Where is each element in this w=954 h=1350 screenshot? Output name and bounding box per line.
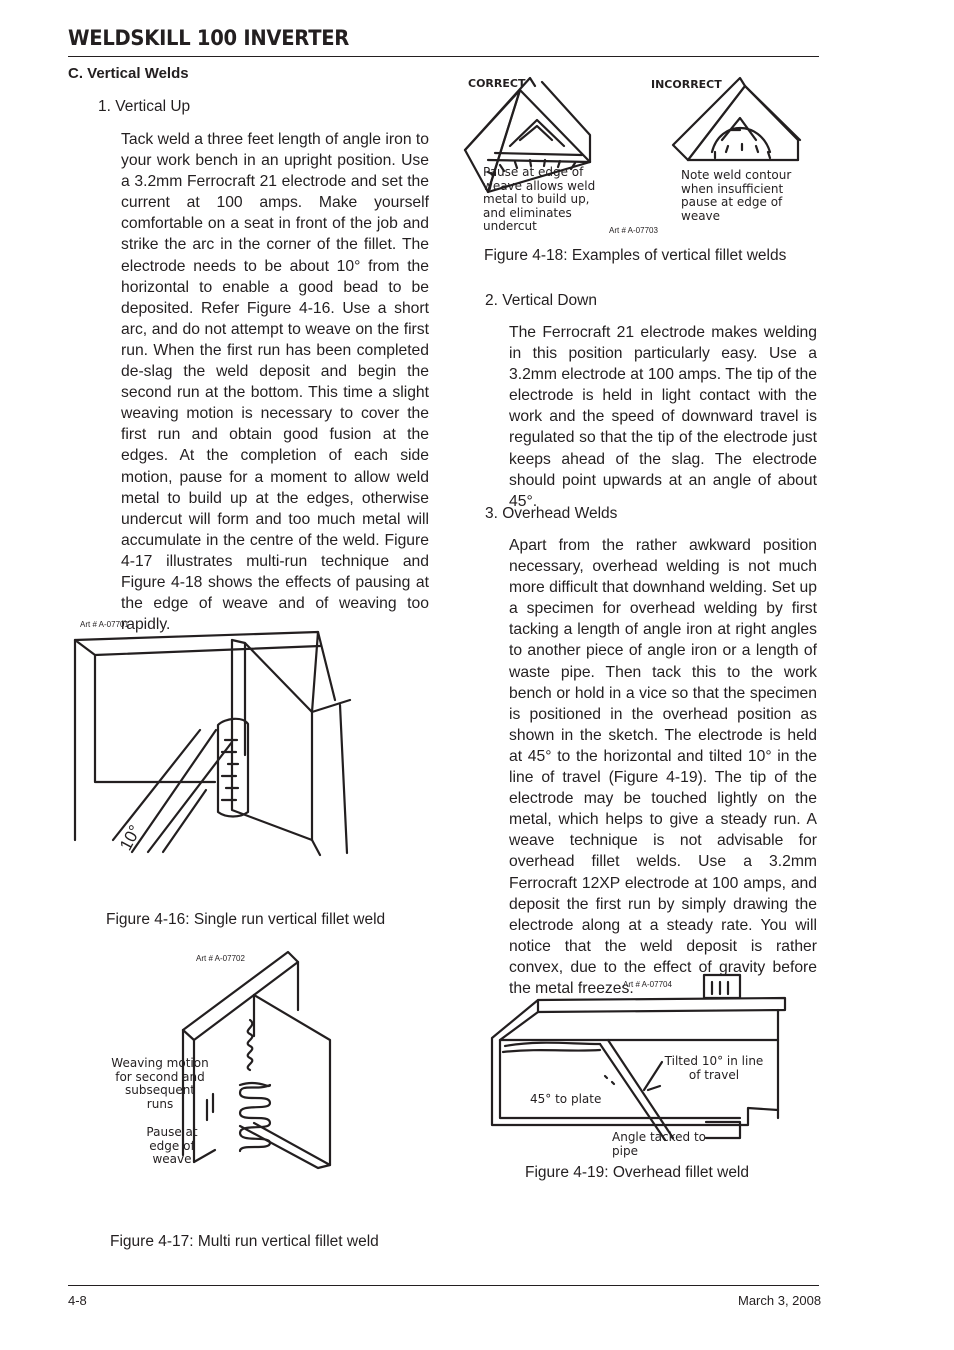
vertical-up-heading: 1. Vertical Up [98,98,191,115]
fig17-art-number: Art # A-07702 [196,954,245,963]
fig19-angle-label: Angle tacked to pipe [612,1130,707,1158]
fig17-caption: Figure 4-17: Multi run vertical fillet weld [110,1233,379,1250]
overhead-text: Apart from the rather awkward position necessary, overhead welding is not much more difficult that downhand welding. Set up a specimen for overhead welding by first tacking a length of angle iron at right angles to another piece of angle iron or a length of waste pipe. Then tack this to the work bench or hold in a vice so that the specimen is positioned in the overhead position as shown in the sketch. The electrode is held at 45° to the horizontal and tilted 10° in the line of travel (Figure 4-19). The tip of the electrode may be touched lightly on the metal, which helps to give a steady run. A weave technique is not advisable for overhead fillet welds. Use a 3.2mm Ferrocraft 12XP electrode at 100 amps, and deposit the first run by simply drawing the electrode along at a steady rate. You will notice that the weld deposit is rather convex, due to the effect of gravity before the metal freezes. [509,537,817,997]
footer-rule [68,1285,819,1286]
fig16-angle-label: 10° [115,821,145,854]
fig19-tilted-label: Tilted 10° in line of travel [664,1054,764,1082]
fig18-incorrect-label: INCORRECT [651,78,722,91]
fig17-weave-label: Weaving motion for second and subsequent runs [111,1056,209,1111]
section-heading: C. Vertical Welds [68,65,189,82]
fig18-correct-label: CORRECT [468,77,526,90]
fig18-caption: Figure 4-18: Examples of vertical fillet welds [484,247,787,264]
vertical-down-text: The Ferrocraft 21 electrode makes welding in this position particularly easy. Use a 3.2mm electrode at 100 amps. The tip of the electrode is held in light contact with the work and the speed of downward travel is regulated so that the tip of the electrode just keeps ahead of the slag. The electrode should point upwards at an angle of about 45°. [509,324,817,510]
fig19-plate-label: 45° to plate [530,1092,602,1106]
footer-date: March 3, 2008 [738,1293,822,1308]
overhead-heading: 3. Overhead Welds [485,505,618,522]
document-title: WELDSKILL 100 INVERTER [68,26,350,50]
fig19-caption: Figure 4-19: Overhead fillet weld [525,1164,750,1181]
vertical-down-heading: 2. Vertical Down [485,292,597,309]
fig19-art-number: Art # A-07704 [623,980,672,989]
fig16-art-number: Art # A-07701 [80,620,129,629]
vertical-up-text: Tack weld a three feet length of angle iron to your work bench in an upright position. Use a 3.2mm Ferrocraft 21 electrode and set the current at 100 amps. Make yourself comfortable on a seat in front of the job and strike the arc in the corner of the fillet. The electrode needs to be about 10° from the horizontal to enable a good bead to be deposited. Refer Figure 4-16. Use a short arc, and do not attempt to weave on the first run. When the first run has been completed de-slag the weld deposit and begin the second run at the bottom. This time a slight weaving motion is necessary to cover the first run and obtain good fusion at the edges. At the completion of each side motion, pause for a moment to allow weld metal to build up at the edges, otherwise undercut will form and too much metal will accumulate in the centre of the weld. Figure 4-17 illustrates multi-run technique and Figure 4-18 shows the effects of pausing at the edge of weave and of weaving too rapidly. [121,131,429,634]
fig17-pause-label: Pause at edge of weave [146,1125,198,1166]
fig16-caption: Figure 4-16: Single run vertical fillet weld [106,911,386,928]
fig18-correct-note: Pause at edge of weave allows weld metal to build up, and eliminates undercut [483,165,596,233]
fig18-art-number: Art # A-07703 [609,226,658,235]
page-number: 4-8 [68,1293,87,1308]
fig18-incorrect-note: Note weld contour when insufficient pause at edge of weave [681,168,792,223]
